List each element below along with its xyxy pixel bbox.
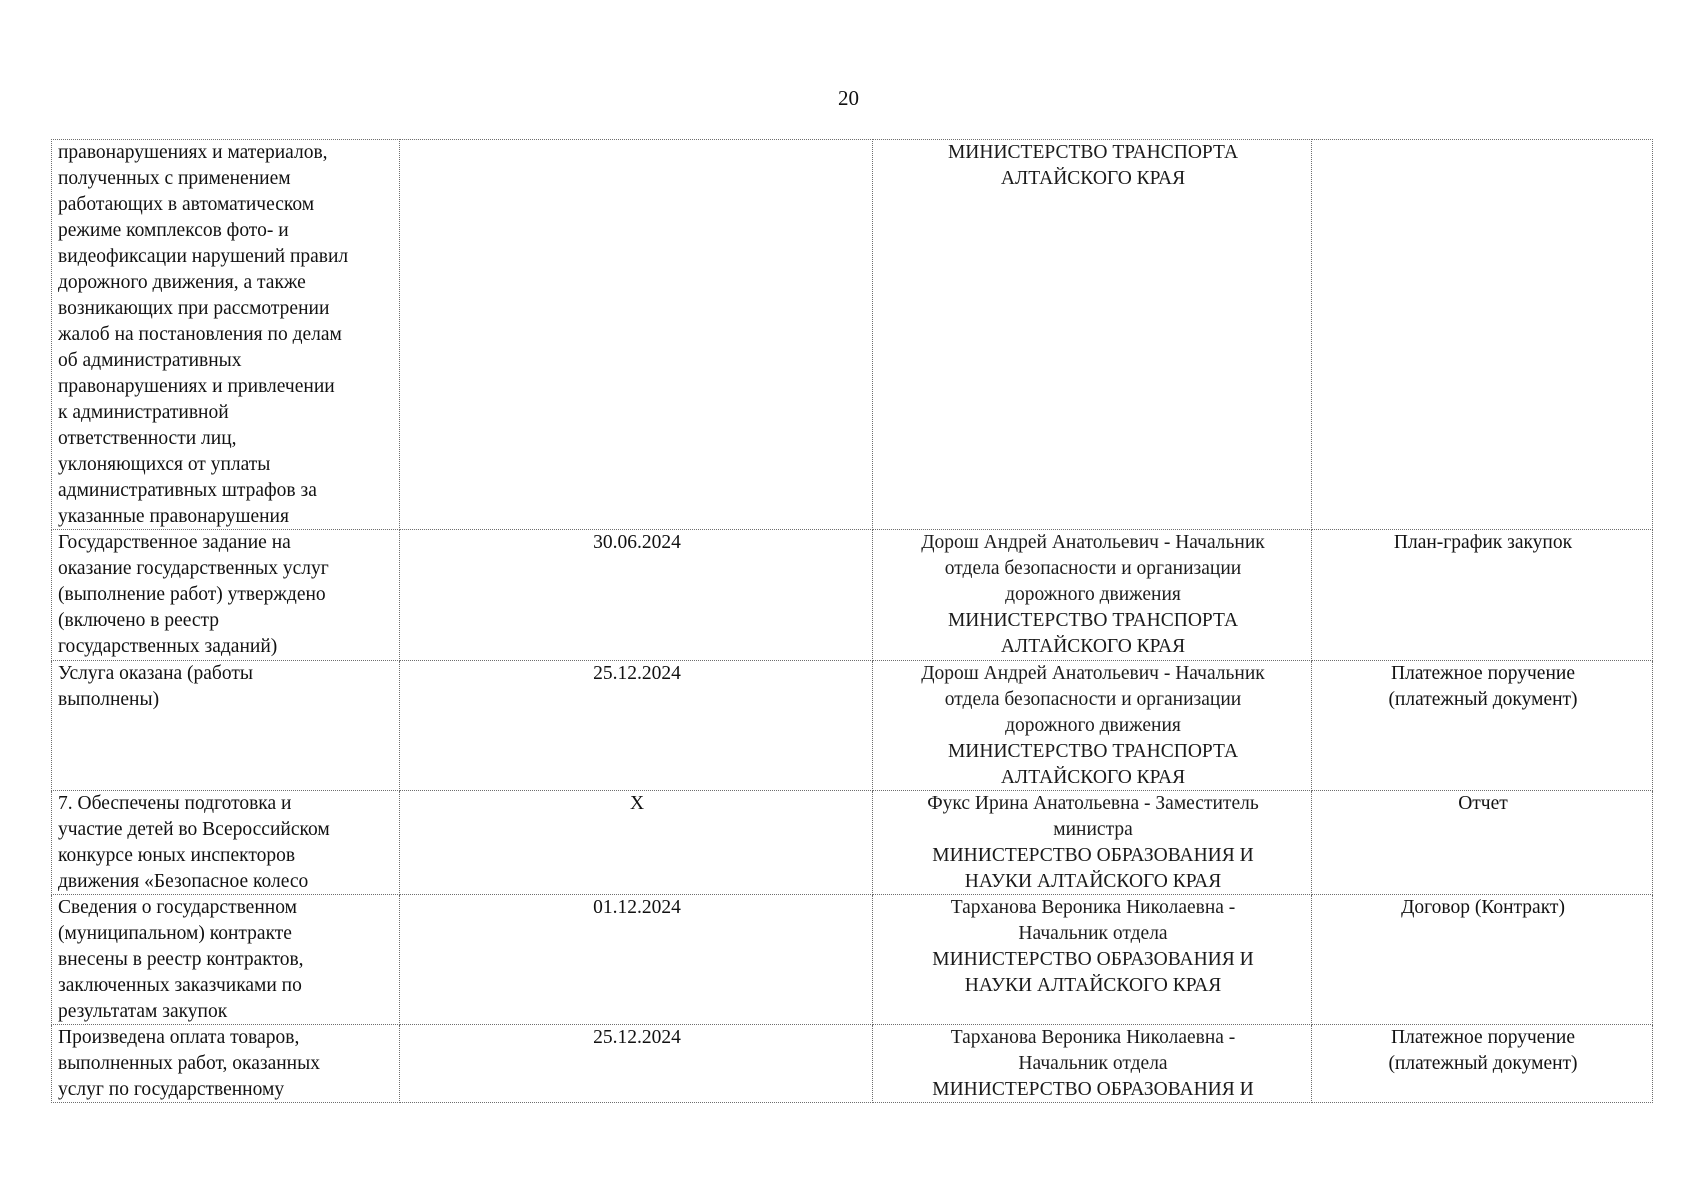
document-text	[1318, 140, 1648, 529]
responsible-org: МИНИСТЕРСТВО ТРАНСПОРТА АЛТАЙСКОГО КРАЯ	[947, 610, 1239, 657]
date-text: 25.12.2024	[593, 663, 681, 684]
document-cell	[1312, 895, 1653, 1025]
responsible-cell	[873, 140, 1312, 530]
document-text: Отчет	[1458, 793, 1508, 814]
responsible-cell	[873, 661, 1312, 791]
table-row	[52, 140, 1653, 530]
event-text: правонарушениях и материалов, полученных с применением работающих в автоматическом режиме комплексов фото- и видеофиксации нарушений правил дорожного движения, а также возникающих при рассмотрении жалоб на постановления по делам об административных правонарушениях и привлечении к административной ответственности лиц, уклоняющихся от уплаты административных штрафов за указанные правонарушения	[58, 142, 349, 527]
event-text: Услуга оказана (работы выполнены)	[58, 663, 253, 710]
responsible-cell	[873, 791, 1312, 895]
date-text: 30.06.2024	[593, 532, 681, 553]
document-text: Платежное поручение (платежный документ)	[1388, 1027, 1578, 1074]
responsible-cell	[873, 1025, 1312, 1103]
document-cell	[1312, 530, 1653, 661]
event-cell	[52, 140, 400, 530]
responsible-org: МИНИСТЕРСТВО ОБРАЗОВАНИЯ И НАУКИ АЛТАЙСКОГО КРАЯ	[932, 845, 1254, 892]
responsible-name: Дорош Андрей Анатольевич - Начальник отдела безопасности и организации дорожного движения	[921, 532, 1265, 605]
document-cell	[1312, 140, 1653, 530]
responsible-org: МИНИСТЕРСТВО ОБРАЗОВАНИЯ И НАУКИ АЛТАЙСКОГО КРАЯ	[932, 949, 1254, 996]
date-cell	[400, 530, 873, 661]
responsible-name: Тарханова Вероника Николаевна - Начальник отдела	[950, 1027, 1236, 1074]
date-text	[406, 140, 868, 529]
event-cell	[52, 1025, 400, 1103]
responsible-org: МИНИСТЕРСТВО ТРАНСПОРТА АЛТАЙСКОГО КРАЯ	[947, 741, 1239, 788]
responsible-name: Тарханова Вероника Николаевна - Начальник отдела	[950, 897, 1236, 944]
date-cell	[400, 140, 873, 530]
date-cell	[400, 1025, 873, 1103]
event-cell	[52, 791, 400, 895]
date-cell	[400, 791, 873, 895]
document-cell	[1312, 661, 1653, 791]
events-table	[51, 139, 1653, 1103]
table-row	[52, 1025, 1653, 1103]
table-row	[52, 661, 1653, 791]
event-text: Государственное задание на оказание государственных услуг (выполнение работ) утверждено (включено в реестр государственных заданий)	[58, 532, 329, 657]
event-cell	[52, 661, 400, 791]
date-text: 01.12.2024	[593, 897, 681, 918]
document-cell	[1312, 791, 1653, 895]
table-row	[52, 895, 1653, 1025]
date-cell	[400, 895, 873, 1025]
event-text: 7. Обеспечены подготовка и участие детей во Всероссийском конкурсе юных инспекторов движения «Безопасное колесо	[58, 793, 330, 892]
event-cell	[52, 530, 400, 661]
responsible-org: МИНИСТЕРСТВО ТРАНСПОРТА АЛТАЙСКОГО КРАЯ	[947, 142, 1239, 189]
event-text: Сведения о государственном (муниципальном) контракте внесены в реестр контрактов, заключенных заказчиками по результатам закупок	[58, 897, 304, 1022]
responsible-cell	[873, 530, 1312, 661]
date-cell	[400, 661, 873, 791]
document-text: Платежное поручение (платежный документ)	[1388, 663, 1578, 710]
page-number: 20	[838, 86, 859, 110]
responsible-cell	[873, 895, 1312, 1025]
event-text: Произведена оплата товаров, выполненных работ, оказанных услуг по государственному	[58, 1027, 320, 1100]
table-row	[52, 530, 1653, 661]
document-text: План-график закупок	[1393, 532, 1573, 553]
table-row	[52, 791, 1653, 895]
responsible-name: Фукс Ирина Анатольевна - Заместитель министра	[927, 793, 1259, 840]
date-text: 25.12.2024	[593, 1027, 681, 1048]
responsible-name: Дорош Андрей Анатольевич - Начальник отдела безопасности и организации дорожного движения	[921, 663, 1265, 736]
document-text: Договор (Контракт)	[1401, 897, 1565, 918]
event-cell	[52, 895, 400, 1025]
date-text: X	[629, 793, 645, 814]
document-cell	[1312, 1025, 1653, 1103]
responsible-org: МИНИСТЕРСТВО ОБРАЗОВАНИЯ И	[932, 1079, 1254, 1100]
